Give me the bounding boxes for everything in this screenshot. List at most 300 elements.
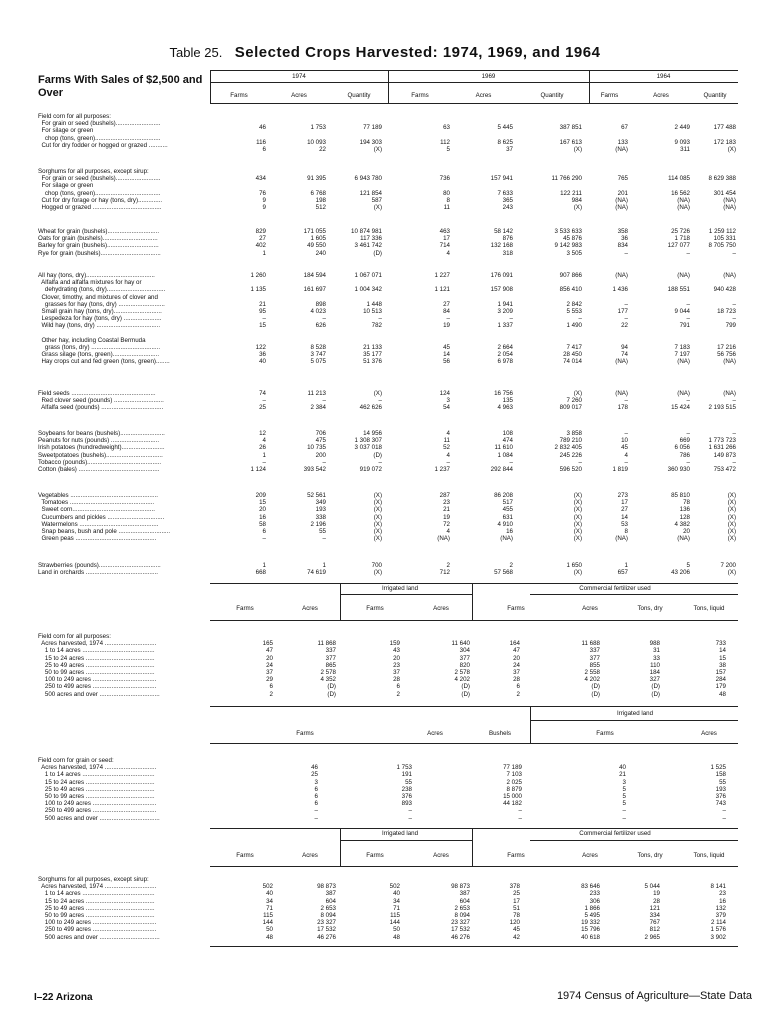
table-cell: 132 168 bbox=[490, 242, 513, 250]
table-cell: – bbox=[322, 535, 326, 543]
table-cell: 14 bbox=[621, 513, 628, 521]
table-cell: 791 bbox=[679, 322, 690, 330]
row-label: 50 to 99 acres ........................................ bbox=[38, 793, 155, 800]
table-cell: 4 bbox=[446, 430, 450, 437]
table-cell: – bbox=[622, 814, 626, 822]
table-cell: 820 bbox=[459, 661, 470, 669]
table-cell: (X) bbox=[373, 513, 382, 521]
table-cell: 8 879 bbox=[506, 785, 522, 793]
table-cell: 15 796 bbox=[581, 926, 600, 934]
table-cell: (X) bbox=[727, 520, 736, 528]
column-header: Acres bbox=[582, 852, 598, 859]
table-cell: 176 091 bbox=[490, 272, 513, 279]
table-cell: (X) bbox=[373, 390, 382, 397]
table-cell: 834 bbox=[617, 242, 628, 250]
table-cell: – bbox=[624, 300, 628, 308]
table-cell: 7 197 bbox=[674, 351, 690, 359]
table-cell: 132 bbox=[715, 904, 726, 912]
table-cell: (X) bbox=[373, 145, 382, 153]
table-cell: – bbox=[686, 458, 690, 466]
column-rule bbox=[340, 583, 341, 620]
table-cell: 377 bbox=[459, 654, 470, 662]
table-cell: 27 bbox=[259, 235, 266, 243]
row-label: Peanuts for nuts (pounds) ............................ bbox=[38, 437, 160, 445]
table-cell: 893 bbox=[401, 800, 412, 808]
table-cell: 105 331 bbox=[713, 235, 736, 243]
table-cell: (D) bbox=[651, 690, 660, 698]
table-cell: (NA) bbox=[615, 535, 628, 543]
table-cell: 177 bbox=[617, 308, 628, 315]
table-cell: 21 bbox=[619, 771, 626, 779]
row-label: 100 to 249 acres ..................................... bbox=[38, 919, 157, 927]
table-cell: 26 bbox=[259, 444, 266, 452]
table-cell: 517 bbox=[502, 499, 513, 507]
row-label: Soybeans for beans (bushels).......................... bbox=[38, 430, 165, 437]
table-cell: 33 bbox=[653, 654, 660, 662]
table-cell: (NA) bbox=[500, 535, 513, 543]
table-cell: 8 141 bbox=[710, 883, 726, 891]
column-header: Farms bbox=[236, 852, 254, 859]
row-label: 1 to 14 acres .......................................... bbox=[38, 771, 155, 779]
rule bbox=[210, 828, 738, 829]
table-cell: 474 bbox=[502, 437, 513, 445]
table-cell: (NA) bbox=[723, 390, 736, 397]
row-label: Rye for grain (bushels)................................... bbox=[38, 249, 161, 257]
row-label: Acres harvested, 1974 .............................. bbox=[38, 883, 157, 891]
table-cell: 122 211 bbox=[560, 189, 582, 197]
table-cell: 3 461 742 bbox=[354, 242, 382, 250]
table-cell: 5 445 bbox=[497, 124, 513, 132]
table-cell: 463 bbox=[439, 228, 450, 235]
table-cell: 379 bbox=[715, 912, 726, 919]
table-cell: 1 866 bbox=[584, 904, 600, 912]
table-cell: 3 bbox=[622, 778, 626, 786]
table-cell: 11 640 bbox=[451, 640, 470, 648]
table-cell: (NA) bbox=[615, 145, 628, 153]
table-cell: 3 bbox=[446, 397, 450, 405]
table-cell: 865 bbox=[325, 661, 336, 669]
column-rule bbox=[472, 583, 473, 620]
column-header: Quantity bbox=[347, 92, 371, 99]
table-cell: 2 054 bbox=[497, 351, 513, 359]
table-cell: 238 bbox=[401, 785, 412, 793]
table-cell: – bbox=[578, 315, 582, 323]
table-cell: 984 bbox=[571, 196, 582, 204]
table-cell: 2 653 bbox=[320, 904, 336, 912]
table-cell: 193 bbox=[315, 506, 326, 514]
rule bbox=[530, 840, 738, 841]
column-header: Farms bbox=[366, 605, 384, 612]
table-cell: 78 bbox=[513, 912, 520, 919]
table-cell: 3 747 bbox=[310, 351, 326, 359]
row-label: 500 acres and over ................................... bbox=[38, 933, 160, 941]
row-label: Sweetpotatoes (bushels)................................. bbox=[38, 451, 163, 459]
table-cell: – bbox=[378, 397, 382, 405]
table-cell: 387 851 bbox=[559, 124, 582, 132]
table-cell: 7 183 bbox=[674, 344, 690, 351]
table-cell: 80 bbox=[443, 189, 450, 197]
table-cell: 6 bbox=[269, 683, 273, 691]
table-cell: 6 bbox=[396, 683, 400, 691]
table-cell: 1 124 bbox=[250, 466, 266, 473]
table-cell: 49 550 bbox=[307, 242, 326, 250]
table-cell: 358 bbox=[617, 228, 628, 235]
table-cell: (NA) bbox=[615, 390, 628, 397]
table-cell: (X) bbox=[573, 204, 582, 211]
table-cell: – bbox=[578, 458, 582, 466]
table-cell: 714 bbox=[439, 242, 450, 250]
table-cell: 161 697 bbox=[303, 286, 326, 294]
table-cell: 38 bbox=[719, 661, 726, 669]
table-cell: 301 454 bbox=[713, 189, 736, 197]
table-cell: – bbox=[732, 300, 736, 308]
table-cell: 8 bbox=[624, 528, 628, 535]
table-cell: 349 bbox=[315, 499, 326, 507]
table-cell: 171 055 bbox=[303, 228, 326, 235]
table-cell: (X) bbox=[573, 535, 582, 543]
table-cell: – bbox=[624, 249, 628, 257]
table-cell: 786 bbox=[679, 451, 690, 459]
year-header: 1974 bbox=[292, 73, 306, 80]
table-cell: (NA) bbox=[615, 204, 628, 211]
row-label: 500 acres and over ................................... bbox=[38, 690, 160, 698]
rule bbox=[530, 594, 738, 595]
row-label: Sorghums for all purposes, except sirup: bbox=[38, 876, 149, 883]
table-cell: 856 410 bbox=[559, 286, 582, 294]
row-label: Other hay, including Coastal Bermuda bbox=[38, 336, 146, 344]
table-cell: 16 756 bbox=[494, 390, 513, 397]
table-cell: 809 017 bbox=[559, 404, 582, 412]
table-title bbox=[0, 44, 770, 62]
table-cell: 24 bbox=[513, 661, 520, 669]
table-cell: (X) bbox=[373, 535, 382, 543]
table-cell: 17 bbox=[513, 897, 520, 905]
table-cell: 2 193 515 bbox=[708, 404, 736, 412]
table-cell: 188 551 bbox=[667, 286, 690, 294]
table-cell: 74 bbox=[621, 351, 628, 359]
table-cell: 114 085 bbox=[668, 175, 690, 183]
table-cell: 23 327 bbox=[317, 919, 336, 927]
table-cell: (X) bbox=[727, 492, 736, 499]
table-cell: 502 bbox=[389, 883, 400, 891]
table-cell: 475 bbox=[315, 437, 326, 445]
table-cell: 706 bbox=[315, 430, 326, 437]
row-label: Hogged or grazed ........................................ bbox=[38, 204, 162, 211]
column-header: Acres bbox=[302, 605, 318, 612]
column-header: Farms bbox=[411, 92, 429, 99]
table-cell: 51 bbox=[513, 904, 520, 912]
table-cell: (X) bbox=[373, 204, 382, 211]
table-cell: 3 505 bbox=[566, 249, 582, 257]
column-header: Farms bbox=[507, 605, 525, 612]
row-label: Cut for dry fodder or hogged or grazed ........... bbox=[38, 141, 168, 149]
table-cell: 83 646 bbox=[581, 883, 600, 891]
table-cell: 36 bbox=[259, 351, 266, 359]
table-cell: – bbox=[686, 397, 690, 405]
column-header: Farms bbox=[296, 730, 314, 737]
table-cell: 115 bbox=[390, 912, 400, 919]
row-label: Cotton (bales) ............................................... bbox=[38, 466, 160, 473]
table-cell: 122 bbox=[255, 344, 266, 351]
table-cell: 34 bbox=[393, 897, 400, 905]
table-cell: 9 142 983 bbox=[554, 242, 582, 250]
table-cell: 54 bbox=[443, 404, 450, 412]
table-cell: 829 bbox=[255, 228, 266, 235]
table-cell: 16 562 bbox=[671, 189, 690, 197]
table-cell: 1 753 bbox=[396, 764, 412, 772]
table-cell: 377 bbox=[325, 654, 336, 662]
table-cell: 17 532 bbox=[317, 926, 336, 934]
table-cell: 20 bbox=[259, 506, 266, 514]
table-cell: (NA) bbox=[437, 535, 450, 543]
row-label: 25 to 49 acres ........................................ bbox=[38, 661, 155, 669]
row-label: For silage or green bbox=[38, 182, 94, 190]
row-label: For silage or green bbox=[38, 127, 94, 135]
table-cell: (X) bbox=[573, 513, 582, 521]
table-cell: 387 bbox=[325, 890, 336, 898]
table-cell: 8 094 bbox=[454, 912, 470, 919]
table-cell: 387 bbox=[459, 890, 470, 898]
row-label: 25 to 49 acres ........................................ bbox=[38, 785, 155, 793]
table-cell: 42 bbox=[513, 933, 520, 941]
table-cell: 45 bbox=[443, 344, 450, 351]
table-cell: – bbox=[314, 807, 318, 815]
table-cell: 782 bbox=[371, 322, 382, 330]
table-cell: 43 bbox=[393, 647, 400, 655]
table-cell: 98 873 bbox=[317, 883, 336, 891]
table-cell: – bbox=[262, 458, 266, 466]
table-cell: 1 576 bbox=[710, 926, 726, 934]
row-label: 1 to 14 acres .......................................... bbox=[38, 890, 155, 898]
table-cell: 11 868 bbox=[317, 640, 336, 648]
column-header: Tons, dry bbox=[637, 852, 663, 859]
table-cell: 3 037 018 bbox=[354, 444, 382, 452]
table-cell: 124 bbox=[439, 390, 450, 397]
table-cell: 16 bbox=[719, 897, 726, 905]
table-cell: 127 077 bbox=[667, 242, 690, 250]
table-cell: 165 bbox=[262, 640, 273, 648]
table-cell: 84 bbox=[443, 308, 450, 315]
column-header: Acres bbox=[291, 92, 307, 99]
column-rule bbox=[589, 70, 590, 103]
table-cell: 1 bbox=[262, 249, 266, 257]
table-cell: 35 177 bbox=[363, 351, 382, 359]
row-label: 250 to 499 acres ..................................... bbox=[38, 926, 157, 934]
row-label: 100 to 249 acres ..................................... bbox=[38, 800, 157, 808]
table-cell: 47 bbox=[513, 647, 520, 655]
rule bbox=[210, 70, 738, 71]
table-cell: 47 bbox=[266, 647, 273, 655]
table-cell: 209 bbox=[255, 492, 266, 499]
table-cell: 587 bbox=[371, 196, 382, 204]
table-cell: 46 bbox=[311, 764, 318, 772]
table-cell: – bbox=[686, 315, 690, 323]
table-cell: 19 bbox=[443, 322, 450, 330]
table-cell: 198 bbox=[315, 196, 326, 204]
table-cell: 184 bbox=[649, 669, 660, 676]
table-cell: 63 bbox=[443, 124, 450, 132]
table-cell: 2 558 bbox=[584, 669, 600, 676]
table-cell: 133 bbox=[617, 138, 628, 146]
table-cell: – bbox=[624, 315, 628, 323]
row-label: Field corn for grain or seed: bbox=[38, 757, 114, 764]
row-label: For grain or seed (bushels).......................... bbox=[38, 175, 161, 183]
row-label: Clover, timothy, and mixtures of clover and bbox=[38, 293, 158, 301]
table-cell: 4 bbox=[624, 451, 628, 459]
table-cell: 108 bbox=[502, 430, 513, 437]
table-cell: 12 bbox=[259, 430, 266, 437]
table-cell: 733 bbox=[715, 640, 726, 648]
table-cell: 10 513 bbox=[363, 308, 382, 315]
table-cell: 20 bbox=[513, 654, 520, 662]
table-cell: 233 bbox=[589, 890, 600, 898]
table-cell: 121 854 bbox=[359, 189, 382, 197]
table-cell: – bbox=[408, 814, 412, 822]
table-cell: 28 bbox=[653, 897, 660, 905]
table-cell: 765 bbox=[617, 175, 628, 183]
table-cell: 2 025 bbox=[506, 778, 522, 786]
table-cell: 117 336 bbox=[360, 235, 382, 243]
row-label: chop (tons, green)...................................... bbox=[38, 134, 161, 142]
table-cell: 712 bbox=[439, 569, 450, 577]
column-rule bbox=[530, 706, 531, 743]
table-cell: 14 956 bbox=[363, 430, 382, 437]
table-cell: (D) bbox=[591, 683, 600, 691]
table-cell: 700 bbox=[371, 562, 382, 569]
table-cell: 23 327 bbox=[451, 919, 470, 927]
table-cell: 14 bbox=[443, 351, 450, 359]
table-cell: 376 bbox=[715, 793, 726, 800]
table-cell: 6 bbox=[314, 793, 318, 800]
table-cell: 669 bbox=[679, 437, 690, 445]
table-cell: 36 bbox=[621, 235, 628, 243]
row-label: 250 to 499 acres ..................................... bbox=[38, 807, 157, 815]
table-cell: 40 bbox=[619, 764, 626, 772]
table-cell: 74 619 bbox=[307, 569, 326, 577]
table-cell: 812 bbox=[649, 926, 660, 934]
rule bbox=[210, 706, 738, 707]
row-label: All hay (tons, dry)........................................ bbox=[38, 272, 155, 279]
table-cell: – bbox=[686, 249, 690, 257]
column-rule bbox=[472, 828, 473, 866]
table-cell: 11 213 bbox=[307, 390, 326, 397]
table-cell: 21 bbox=[443, 506, 450, 514]
table-cell: 23 bbox=[443, 499, 450, 507]
table-cell: 311 bbox=[680, 145, 690, 153]
table-cell: 292 844 bbox=[490, 466, 513, 473]
table-cell: 11 610 bbox=[494, 444, 513, 452]
table-cell: (D) bbox=[461, 690, 470, 698]
table-cell: 28 450 bbox=[563, 351, 582, 359]
table-cell: 3 858 bbox=[566, 430, 582, 437]
table-cell: (X) bbox=[727, 499, 736, 507]
table-cell: 19 bbox=[443, 513, 450, 521]
row-label: Vegetables ................................................... bbox=[38, 492, 159, 499]
column-header: Acres bbox=[701, 730, 717, 737]
table-cell: 2 832 405 bbox=[554, 444, 582, 452]
table-cell: 17 bbox=[443, 235, 450, 243]
row-label: Watermelons .............................................. bbox=[38, 520, 159, 528]
table-cell: 77 189 bbox=[503, 764, 522, 772]
stub-heading: Farms With Sales of $2,500 and Over bbox=[38, 74, 203, 99]
column-header: Acres bbox=[582, 605, 598, 612]
table-cell: 10 bbox=[621, 437, 628, 445]
table-cell: – bbox=[446, 458, 450, 466]
table-cell: 5 bbox=[686, 562, 690, 569]
table-cell: 6 bbox=[314, 785, 318, 793]
table-cell: 67 bbox=[621, 124, 628, 132]
table-cell: 17 532 bbox=[451, 926, 470, 934]
table-cell: 144 bbox=[389, 919, 400, 927]
table-cell: 128 bbox=[679, 513, 690, 521]
table-cell: – bbox=[509, 458, 513, 466]
table-cell: (D) bbox=[461, 683, 470, 691]
table-cell: 43 206 bbox=[671, 569, 690, 577]
table-cell: 631 bbox=[502, 513, 513, 521]
table-cell: 74 bbox=[259, 390, 266, 397]
table-cell: (NA) bbox=[723, 196, 736, 204]
table-cell: 8 094 bbox=[320, 912, 336, 919]
table-cell: 40 bbox=[266, 890, 273, 898]
table-cell: 455 bbox=[502, 506, 513, 514]
table-cell: 157 908 bbox=[490, 286, 513, 294]
table-cell: 2 449 bbox=[674, 124, 690, 132]
table-cell: 15 bbox=[259, 499, 266, 507]
table-cell: 71 bbox=[266, 904, 273, 912]
table-cell: 1 490 bbox=[566, 322, 582, 330]
table-cell: 4 382 bbox=[674, 520, 690, 528]
table-cell: 5 bbox=[622, 800, 626, 808]
table-cell: 1 753 bbox=[310, 124, 326, 132]
table-cell: 72 bbox=[443, 520, 450, 528]
rule bbox=[210, 946, 738, 947]
table-cell: (X) bbox=[373, 520, 382, 528]
table-number: Table 25. bbox=[169, 45, 223, 60]
table-cell: 178 bbox=[617, 404, 628, 412]
table-cell: – bbox=[262, 315, 266, 323]
row-label: 100 to 249 acres ..................................... bbox=[38, 676, 157, 684]
table-cell: 25 bbox=[259, 404, 266, 412]
table-cell: 8 528 bbox=[310, 344, 326, 351]
table-cell: (X) bbox=[373, 528, 382, 535]
table-cell: 3 209 bbox=[497, 308, 513, 315]
table-cell: 40 bbox=[259, 358, 266, 366]
table-cell: 37 bbox=[506, 145, 513, 153]
table-cell: (NA) bbox=[677, 390, 690, 397]
table-cell: 1 004 342 bbox=[354, 286, 382, 294]
table-cell: 6 768 bbox=[310, 189, 326, 197]
row-label: Alfalfa and alfalfa mixtures for hay or bbox=[38, 279, 142, 287]
table-cell: 1 525 bbox=[710, 764, 726, 772]
table-cell: 16 bbox=[506, 528, 513, 535]
table-cell: 2 bbox=[446, 562, 450, 569]
table-cell: 86 208 bbox=[494, 492, 513, 499]
table-cell: 28 bbox=[513, 676, 520, 684]
table-cell: 48 bbox=[393, 933, 400, 941]
table-cell: 55 bbox=[405, 778, 412, 786]
row-label: Grass silage (tons, green)........................... bbox=[38, 351, 160, 359]
table-cell: 360 930 bbox=[667, 466, 690, 473]
table-cell: 304 bbox=[459, 647, 470, 655]
table-cell: 37 bbox=[266, 669, 273, 676]
table-cell: 6 056 bbox=[674, 444, 690, 452]
table-cell: 120 bbox=[509, 919, 520, 927]
table-cell: 4 910 bbox=[497, 520, 513, 528]
table-cell: 2 664 bbox=[497, 344, 513, 351]
table-cell: 1 605 bbox=[310, 235, 326, 243]
table-cell: – bbox=[624, 397, 628, 405]
table-cell: 4 352 bbox=[320, 676, 336, 684]
